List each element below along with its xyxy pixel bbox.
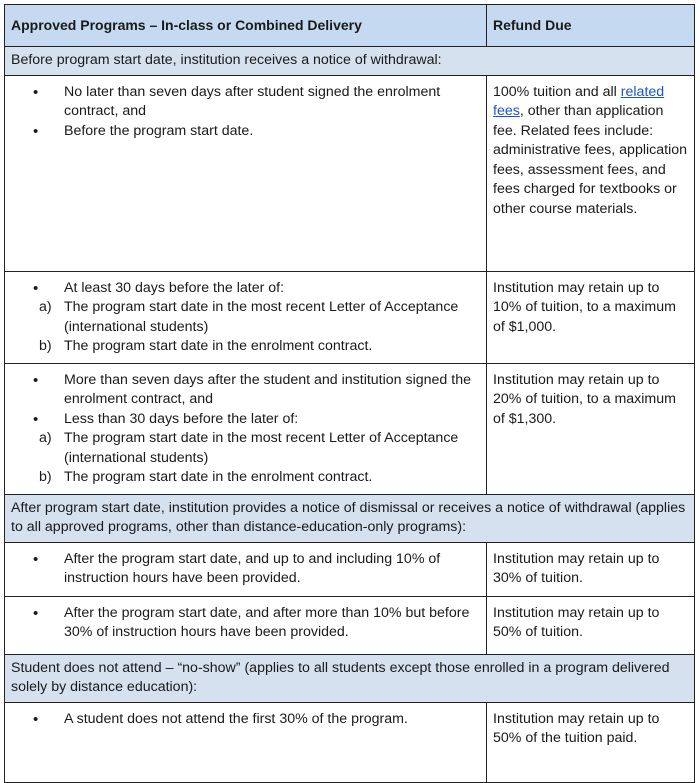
table-row — [5, 702, 695, 782]
sub-item-marker: a) — [39, 299, 52, 315]
refund-cell: Institution may retain up to 20% of tuition, to a maximum of $1,300. — [487, 363, 695, 494]
bullet-item: • Before the program start date. — [13, 122, 478, 142]
sub-item — [13, 298, 478, 337]
bullet-item: • A student does not attend the first 30% of the program. — [13, 710, 478, 730]
table-row — [5, 596, 695, 654]
table-row — [5, 363, 695, 494]
sub-item-marker: a) — [39, 430, 52, 446]
bullet-item: • Less than 30 days before the later of: — [13, 410, 478, 430]
sub-item-marker: b) — [39, 469, 52, 485]
section-row — [5, 47, 695, 76]
table-row — [5, 542, 695, 596]
refund-cell — [487, 75, 695, 271]
condition-cell — [5, 271, 487, 363]
condition-cell — [5, 596, 487, 654]
table-header-row — [5, 5, 695, 47]
condition-cell — [5, 702, 487, 782]
condition-cell — [5, 542, 487, 596]
refund-cell: Institution may retain up to 30% of tuition. — [487, 542, 695, 596]
section-row — [5, 494, 695, 542]
sub-item — [13, 337, 478, 357]
sub-item-marker: b) — [39, 338, 52, 354]
bullet-item: • No later than seven days after student signed the enrolment contract, and — [13, 83, 478, 122]
sub-item-text: The program start date in the most recent Letter of Acceptance (international students) — [64, 430, 459, 466]
refund-cell: Institution may retain up to 50% of tuition. — [487, 596, 695, 654]
section-title: Before program start date, institution receives a notice of withdrawal: — [5, 47, 695, 76]
sub-item — [13, 429, 478, 468]
sub-item-text: The program start date in the enrolment contract. — [64, 338, 373, 354]
refund-text: , other than application fee. Related fees include: administrative fees, application fees, assessment fees, and fees charged for textbooks or other course materials. — [493, 103, 687, 217]
section-title: Student does not attend – “no-show” (applies to all students except those enrolled in a program delivered solely by distance education): — [5, 654, 695, 702]
refund-policy-table — [4, 4, 695, 783]
condition-cell — [5, 75, 487, 271]
sub-item-text: The program start date in the enrolment contract. — [64, 469, 373, 485]
section-title: After program start date, institution provides a notice of dismissal or receives a notice of withdrawal (applies to all approved programs, other than distance-education-only programs): — [5, 494, 695, 542]
table-row — [5, 271, 695, 363]
bullet-item: • At least 30 days before the later of: — [13, 279, 478, 299]
bullet-item: • After the program start date, and up to and including 10% of instruction hours have been provided. — [13, 550, 478, 589]
header-refund-due: Refund Due — [487, 5, 695, 47]
refund-cell: Institution may retain up to 10% of tuition, to a maximum of $1,000. — [487, 271, 695, 363]
related-fees-link[interactable]: related fees — [493, 83, 665, 119]
refund-text: 100% tuition and all — [493, 83, 621, 100]
condition-cell — [5, 363, 487, 494]
sub-item — [13, 468, 478, 488]
bullet-item: • More than seven days after the student and institution signed the enrolment contract, and — [13, 371, 478, 410]
sub-item-text: The program start date in the most recent Letter of Acceptance (international students) — [64, 299, 459, 335]
section-row — [5, 654, 695, 702]
refund-cell: Institution may retain up to 50% of the tuition paid. — [487, 702, 695, 782]
bullet-item: • After the program start date, and after more than 10% but before 30% of instruction hours have been provided. — [13, 604, 478, 643]
table-row — [5, 75, 695, 271]
header-programs: Approved Programs – In-class or Combined Delivery — [5, 5, 487, 47]
